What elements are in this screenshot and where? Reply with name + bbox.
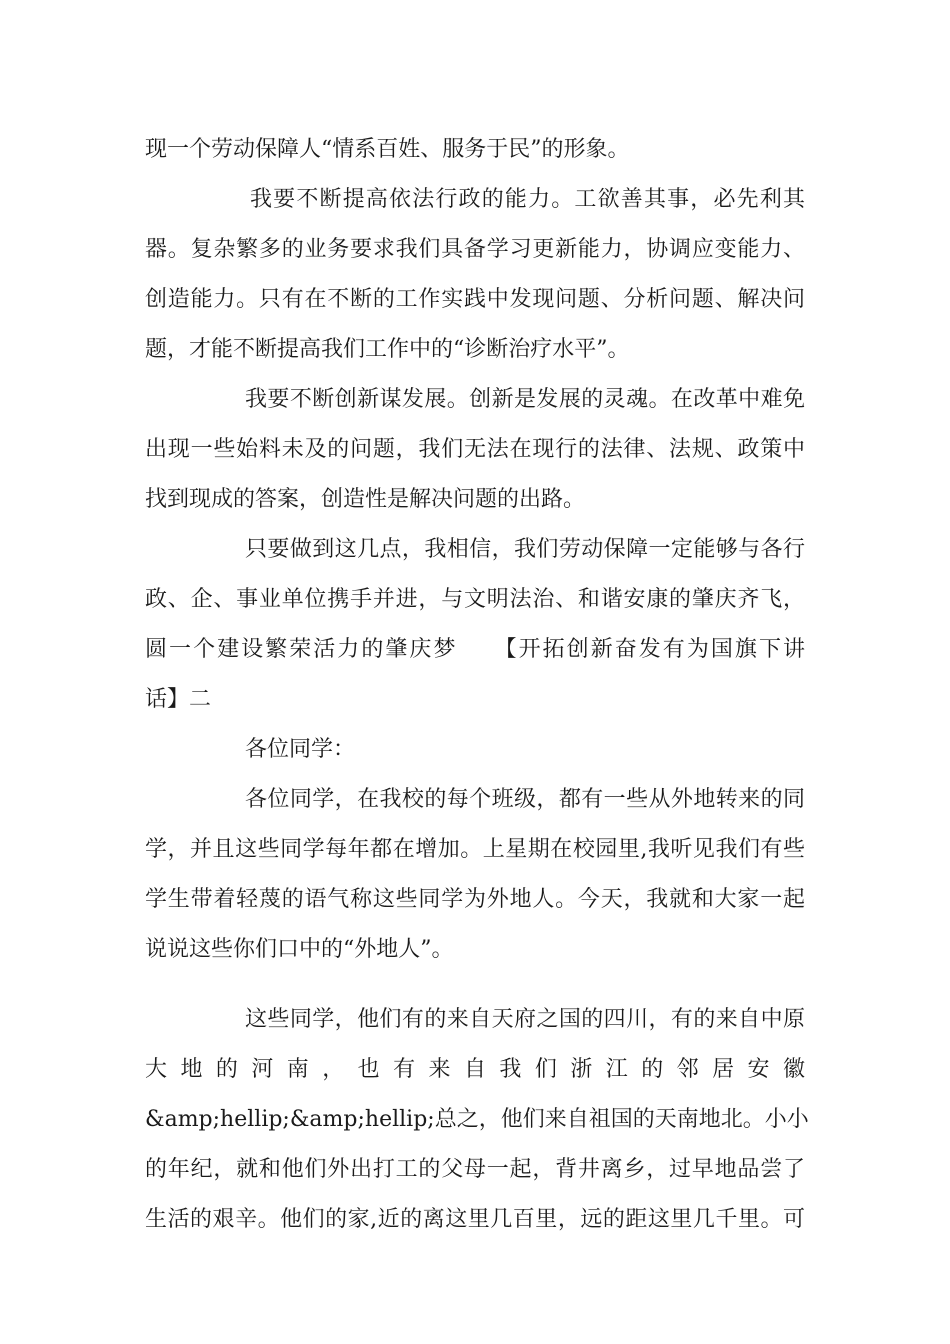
text-line: 出现一些始料未及的问题，我们无法在现行的法律、法规、政策中 xyxy=(145,437,805,462)
text-line: 学生带着轻蔑的语气称这些同学为外地人。今天，我就和大家一起 xyxy=(145,887,805,912)
text-line: 圆一个建设繁荣活力的肇庆梦 【开拓创新奋发有为国旗下讲 xyxy=(145,637,805,662)
text-line: 各位同学，在我校的每个班级，都有一些从外地转来的同 xyxy=(245,787,805,812)
text-line: 这些同学，他们有的来自天府之国的四川，有的来自中原 xyxy=(245,1007,805,1032)
text-line: 话】二 xyxy=(145,687,212,712)
text-line: 政、企、事业单位携手并进，与文明法治、和谐安康的肇庆齐飞， xyxy=(145,587,805,612)
text-line: 器。复杂繁多的业务要求我们具备学习更新能力，协调应变能力、 xyxy=(145,237,805,262)
salutation: 各位同学： xyxy=(245,737,356,762)
text-line: 大 地 的 河 南 ， 也 有 来 自 我 们 浙 江 的 邻 居 安 徽 xyxy=(145,1057,805,1082)
text-line: 学，并且这些同学每年都在增加。上星期在校园里,我听见我们有些 xyxy=(145,837,805,862)
text-line: 现一个劳动保障人“情系百姓、服务于民”的形象。 xyxy=(145,137,630,162)
text-line: 题，才能不断提高我们工作中的“诊断治疗水平”。 xyxy=(145,337,630,362)
text-line: &amp;hellip;&amp;hellip;总之，他们来自祖国的天南地北。小小 xyxy=(145,1107,809,1132)
text-line: 我要不断创新谋发展。创新是发展的灵魂。在改革中难免 xyxy=(245,387,805,412)
text-line: 找到现成的答案，创造性是解决问题的出路。 xyxy=(145,487,586,512)
text-line: 我要不断提高依法行政的能力。工欲善其事，必先利其 xyxy=(250,187,805,212)
text-line: 生活的艰辛。他们的家,近的离这里几百里，远的距这里几千里。可 xyxy=(145,1207,805,1232)
text-line: 的年纪，就和他们外出打工的父母一起，背井离乡，过早地品尝了 xyxy=(145,1157,805,1182)
text-line: 创造能力。只有在不断的工作实践中发现问题、分析问题、解决问 xyxy=(145,287,805,312)
text-line: 说说这些你们口中的“外地人”。 xyxy=(145,937,454,962)
text-line: 只要做到这几点，我相信，我们劳动保障一定能够与各行 xyxy=(245,537,805,562)
